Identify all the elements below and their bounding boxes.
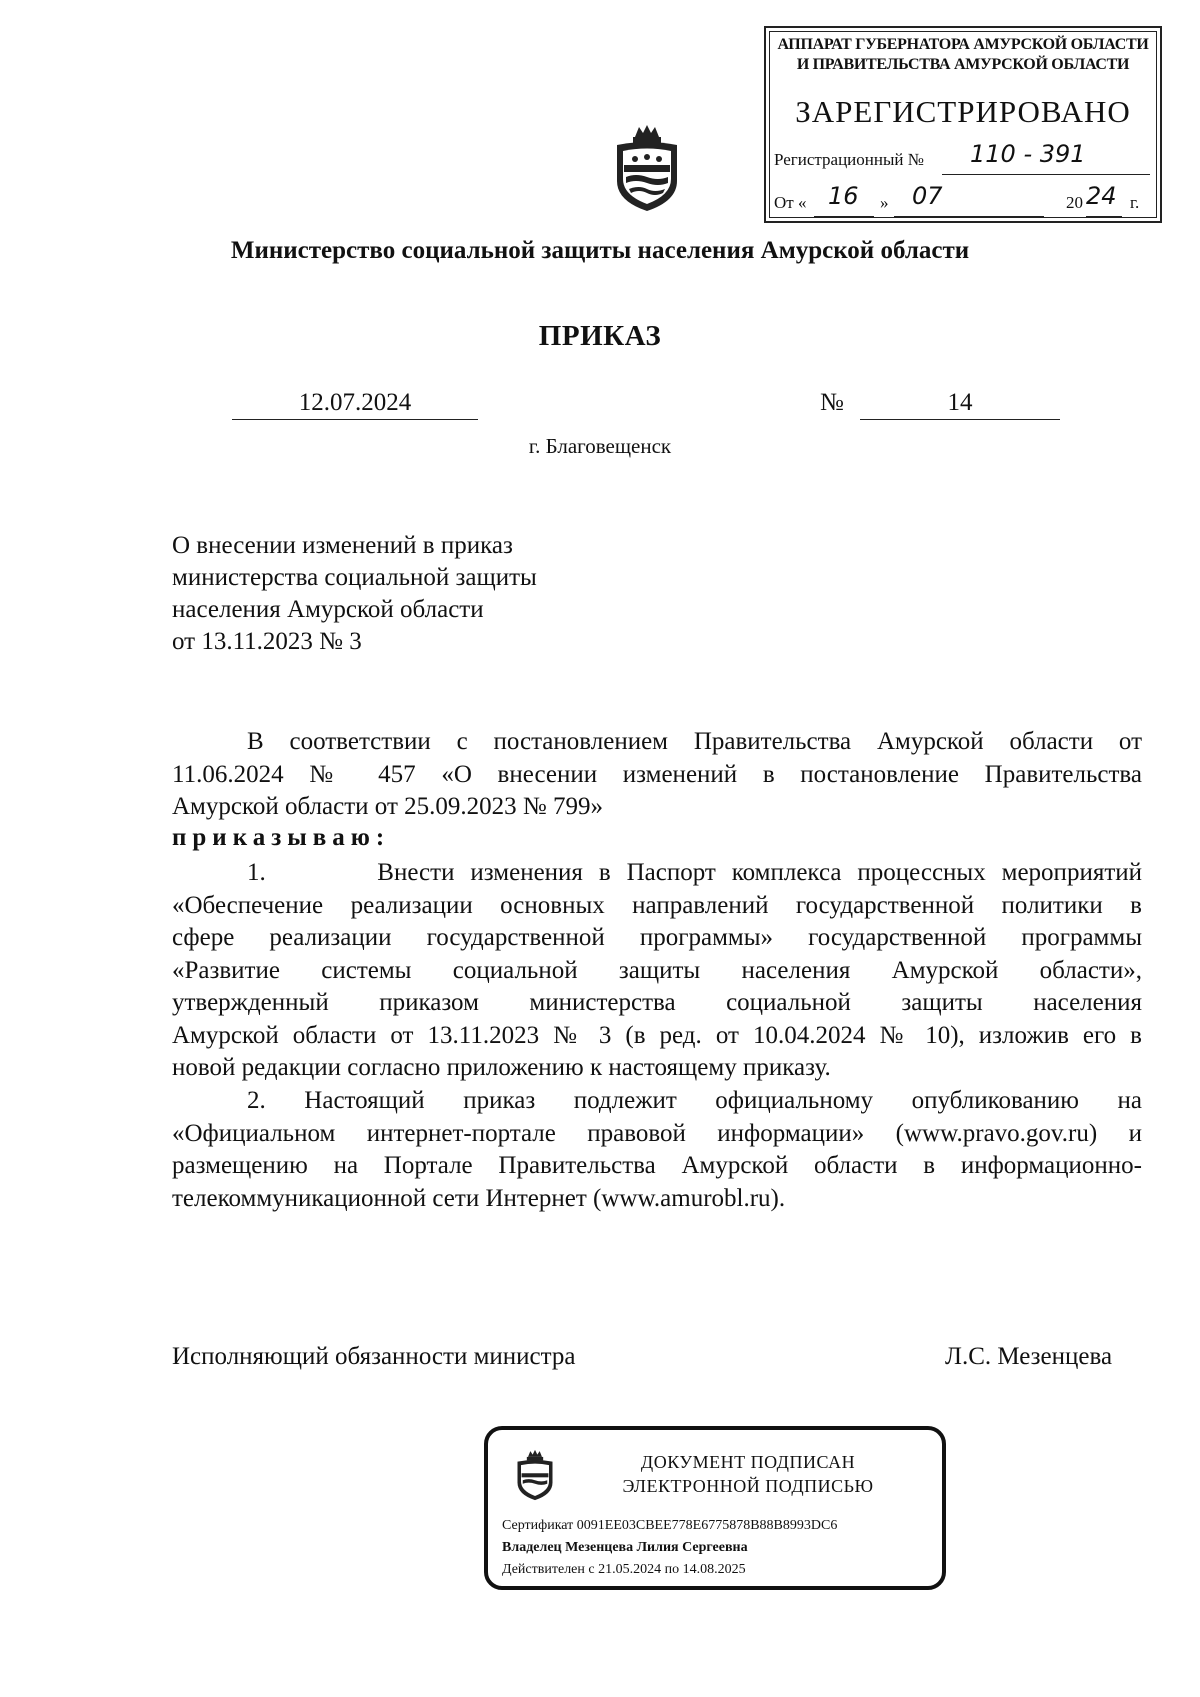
esignature-owner: Владелец Мезенцева Лилия Сергеевна: [502, 1540, 748, 1555]
registration-org-line1: АППАРАТ ГУБЕРНАТОРА АМУРСКОЙ ОБЛАСТИ: [777, 36, 1149, 53]
registration-number-label: Регистрационный №: [774, 150, 924, 169]
signatory-role: Исполняющий обязанности министра: [172, 1343, 576, 1370]
registration-date-prefix: От «: [774, 193, 807, 212]
item-2-line: размещению на Портале Правительства Амурской области в информационно-: [172, 1152, 1142, 1179]
intro-line: Амурской области от 25.09.2023 № 799»: [172, 793, 603, 820]
registration-month-line: [894, 216, 1044, 217]
registration-year-prefix: 20: [1066, 193, 1083, 212]
item-1-paragraph: [172, 857, 1142, 1085]
registration-day-line: [814, 216, 874, 217]
item-1-line: «Обеспечение реализации основных направлений государственной политики в: [172, 891, 1142, 919]
registration-number-value: 110 - 391: [970, 140, 1086, 168]
registration-org-line2: И ПРАВИТЕЛЬСТВА АМУРСКОЙ ОБЛАСТИ: [796, 56, 1130, 73]
intro-paragraph: [172, 726, 1142, 824]
item-2-line: 2. Настоящий приказ подлежит официальному опубликованию на: [247, 1087, 1142, 1114]
decree-word: приказываю:: [172, 824, 391, 851]
document-number: 14: [860, 389, 1060, 420]
registration-year-suffix: 24: [1086, 182, 1117, 210]
item-1-line: «Развитие системы социальной защиты населения Амурской области»,: [172, 956, 1142, 984]
city: г. Благовещенск: [528, 434, 672, 458]
electronic-signature-stamp: [484, 1426, 946, 1590]
number-sign: №: [820, 389, 844, 416]
intro-line: 11.06.2024 № 457 «О внесении изменений в постановление Правительства: [172, 760, 1142, 788]
registration-date-mid: »: [880, 193, 889, 212]
intro-line: В соответствии с постановлением Правительства Амурской области от: [247, 728, 1142, 755]
registration-title: ЗАРЕГИСТРИРОВАНО: [795, 94, 1131, 129]
item-2-line: «Официальном интернет-портале правовой информации» (www.pravo.gov.ru) и: [172, 1119, 1142, 1147]
document-subject: [172, 530, 537, 658]
registration-month: 07: [912, 182, 943, 210]
esignature-header-line1: ДОКУМЕНТ ПОДПИСАН: [640, 1452, 856, 1472]
item-1-line: сфере реализации государственной программы» государственной программы: [172, 924, 1142, 951]
subject-line: от 13.11.2023 № 3: [172, 628, 362, 655]
esignature-certificate: Сертификат 0091EE03CBEE778E6775878B88B8993DC6: [502, 1518, 838, 1533]
item-1-line: 1. Внести изменения в Паспорт комплекса процессных мероприятий: [247, 859, 1142, 886]
item-1-line: Амурской области от 13.11.2023 № 3 (в ред. от 10.04.2024 № 10), изложив его в: [172, 1021, 1142, 1049]
item-1-line: утвержденный приказом министерства социальной защиты населения: [172, 989, 1142, 1016]
esignature-valid: Действителен с 21.05.2024 по 14.08.2025: [502, 1562, 746, 1577]
registration-number-line: [942, 174, 1150, 175]
subject-line: населения Амурской области: [172, 596, 484, 623]
coat-of-arms-icon: [514, 1448, 556, 1502]
item-2-paragraph: [172, 1085, 1142, 1215]
coat-of-arms-icon: [611, 123, 683, 213]
document-date: 12.07.2024: [232, 389, 478, 420]
registration-year-line: [1086, 216, 1122, 217]
document-title: ПРИКАЗ: [538, 320, 662, 352]
item-1-line: новой редакции согласно приложению к настоящему приказу.: [172, 1054, 831, 1081]
signatory-name: Л.С. Мезенцева: [945, 1343, 1113, 1370]
registration-year-unit: г.: [1130, 193, 1140, 212]
item-2-line: телекоммуникационной сети Интернет (www.amurobl.ru).: [172, 1184, 786, 1212]
esignature-header-line2: ЭЛЕКТРОННОЙ ПОДПИСЬЮ: [622, 1476, 874, 1496]
subject-line: министерства социальной защиты: [172, 564, 537, 591]
registration-stamp: [764, 26, 1162, 223]
registration-day: 16: [828, 182, 859, 210]
ministry-name: Министерство социальной защиты населения Амурской области: [230, 237, 970, 264]
subject-line: О внесении изменений в приказ: [172, 532, 513, 559]
